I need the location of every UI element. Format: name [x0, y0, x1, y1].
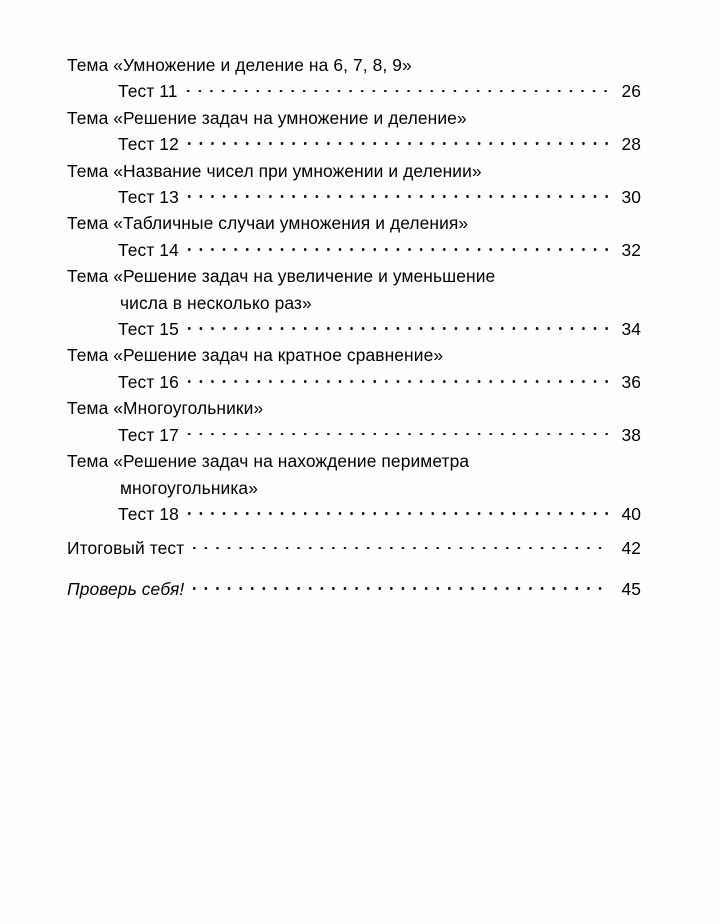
- dot-leader: [188, 503, 610, 520]
- toc-topic-heading: Тема «Умножение и деление на 6, 7, 8, 9»: [67, 55, 412, 75]
- dot-leader: [188, 186, 610, 203]
- toc-topic-heading: Тема «Многоугольники»: [67, 398, 264, 419]
- toc-entry-row[interactable]: [67, 422, 641, 448]
- toc-entry-label: Тест 15: [118, 319, 179, 340]
- toc-entry-page-number: 26: [621, 81, 641, 102]
- toc-entry-page-number: 30: [621, 187, 641, 208]
- toc-entry-label: Тест 14: [118, 239, 179, 260]
- toc-topic-heading: Тема «Название чисел при умножении и делении»: [67, 160, 482, 181]
- toc-topic-heading: Тема «Решение задач на кратное сравнение»: [67, 345, 444, 366]
- toc-topic-heading: Тема «Решение задач на умножение и деление»: [67, 107, 467, 128]
- toc-entry-label: Тест 13: [118, 187, 179, 208]
- toc-entry-label: Тест 12: [118, 134, 179, 155]
- toc-topic-heading: Тема «Решение задач на увеличение и уменьшение: [67, 266, 496, 287]
- dot-leader: [188, 238, 610, 255]
- dot-leader: [188, 423, 610, 440]
- toc-entry-page-number: 36: [621, 371, 641, 392]
- table-of-contents: [67, 52, 641, 602]
- dot-leader: [187, 80, 610, 97]
- toc-entry-label: Тест 11: [118, 81, 178, 102]
- toc-final-entry-row[interactable]: [67, 535, 641, 561]
- toc-entry-label: Проверь себя!: [67, 578, 185, 599]
- dot-leader: [188, 318, 610, 335]
- toc-topic-heading-continuation: числа в несколько раз»: [120, 292, 312, 313]
- toc-entry-label: Тест 16: [118, 371, 179, 392]
- toc-entry-row[interactable]: [67, 78, 641, 104]
- toc-entry-page-number: 32: [621, 239, 641, 260]
- toc-entry-label: Итоговый тест: [67, 538, 185, 559]
- toc-entry-label: Тест 17: [118, 424, 179, 445]
- toc-topic-heading: Тема «Решение задач на нахождение периметра: [67, 451, 470, 472]
- toc-entry-row[interactable]: [67, 131, 641, 157]
- toc-topic-heading-continuation: многоугольника»: [120, 477, 258, 498]
- dot-leader: [193, 577, 610, 594]
- toc-entry-label: Тест 18: [118, 503, 179, 524]
- toc-final-entry-row[interactable]: [67, 576, 641, 602]
- toc-entry-row[interactable]: [67, 501, 641, 527]
- dot-leader: [188, 370, 610, 387]
- toc-entry-page-number: 28: [621, 134, 641, 155]
- toc-topic-heading: Тема «Табличные случаи умножения и деления»: [67, 213, 469, 234]
- toc-entry-row[interactable]: [67, 316, 641, 342]
- dot-leader: [188, 133, 610, 150]
- toc-entry-row[interactable]: [67, 369, 641, 395]
- toc-entry-row[interactable]: [67, 184, 641, 210]
- toc-entry-page-number: 34: [621, 319, 641, 340]
- dot-leader: [193, 537, 610, 554]
- toc-entry-page-number: 40: [621, 503, 641, 524]
- toc-entry-page-number: 38: [621, 424, 641, 445]
- toc-entry-page-number: 45: [621, 578, 641, 599]
- toc-entry-page-number: 42: [621, 538, 641, 559]
- toc-entry-row[interactable]: [67, 237, 641, 263]
